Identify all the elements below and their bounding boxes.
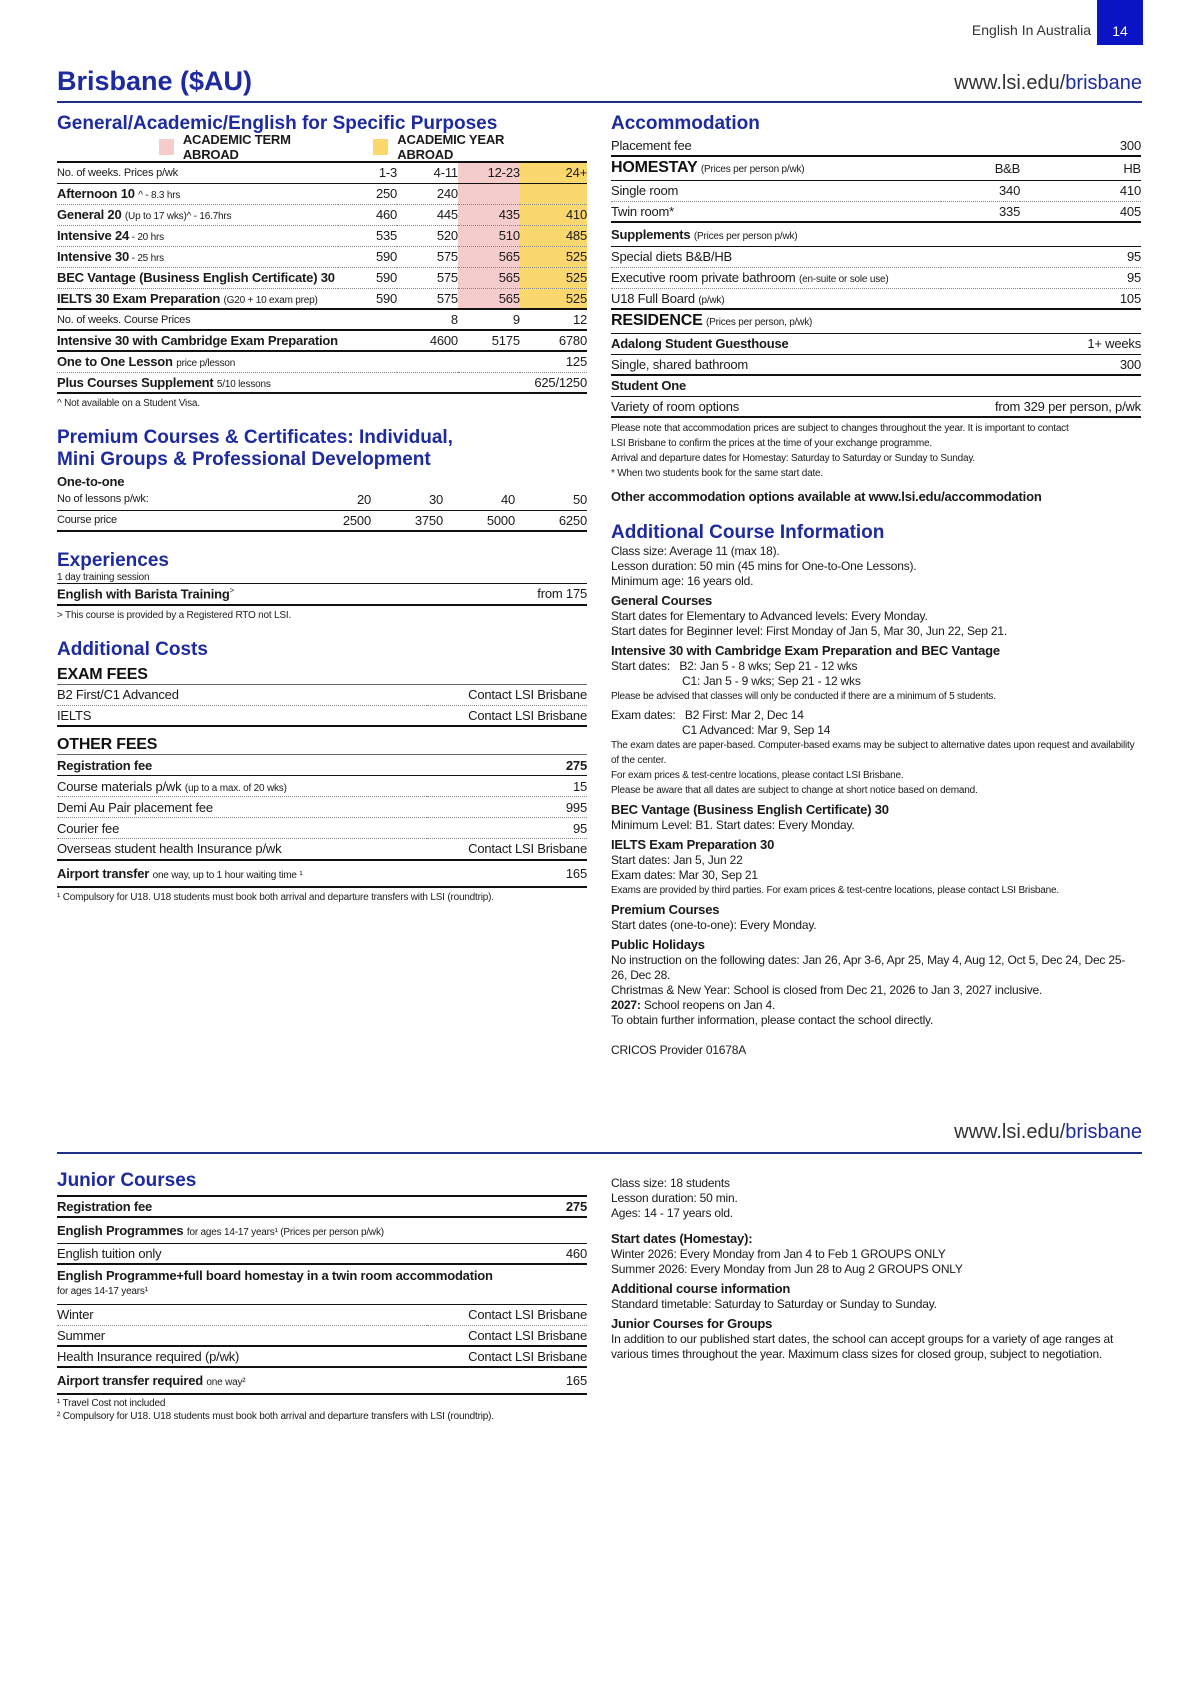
fee-name: IELTS bbox=[57, 705, 427, 726]
residence-header-row bbox=[611, 309, 1141, 333]
table-row bbox=[57, 1196, 587, 1217]
homestay-title: HOMESTAY bbox=[611, 159, 698, 177]
info-line: C1: Jan 5 - 9 wks; Sep 21 - 12 wks bbox=[682, 674, 861, 688]
price-cell: 590 bbox=[338, 267, 397, 288]
left-column bbox=[57, 113, 587, 903]
table-row bbox=[57, 860, 587, 887]
info-line: Minimum age: 16 years old. bbox=[611, 574, 754, 588]
price-cell: 565 bbox=[458, 246, 520, 267]
table-row bbox=[57, 797, 587, 818]
table-row bbox=[611, 180, 1141, 201]
supplements-note: (Prices per person p/wk) bbox=[693, 230, 798, 242]
note-line: LSI Brisbane to confirm the prices at the time of your exchange programme. bbox=[611, 438, 932, 449]
table-row bbox=[57, 351, 587, 372]
fee-value: 15 bbox=[427, 776, 587, 797]
col-header: HB bbox=[1020, 156, 1141, 180]
course-name: Intensive 24 bbox=[57, 228, 130, 243]
table-row bbox=[611, 267, 1141, 288]
info-line: Ages: 14 - 17 years old. bbox=[611, 1206, 733, 1220]
price-cell: 300 bbox=[1020, 354, 1141, 375]
fee-value: 300 bbox=[1020, 135, 1141, 156]
residence-title: RESIDENCE bbox=[611, 312, 703, 330]
table-row bbox=[57, 1243, 587, 1264]
lessons-cell: 50 bbox=[515, 489, 587, 510]
section-divider bbox=[57, 1152, 1142, 1154]
col-header: 4-11 bbox=[397, 162, 458, 183]
price-cell: 565 bbox=[458, 267, 520, 288]
experiences-table bbox=[57, 583, 587, 606]
price-cell: 405 bbox=[1020, 201, 1141, 222]
info-line: Exam dates: Mar 30, Sep 21 bbox=[611, 868, 758, 882]
fee-value: 460 bbox=[427, 1243, 587, 1264]
room-type: Single room bbox=[611, 180, 941, 201]
room-type: Variety of room options bbox=[611, 396, 941, 417]
junior-left-column bbox=[57, 1170, 587, 1423]
room-type: Single, shared bathroom bbox=[611, 354, 1020, 375]
table-row bbox=[611, 396, 1141, 417]
supplement-name: U18 Full Board bbox=[611, 290, 695, 306]
fee-value: 95 bbox=[427, 818, 587, 839]
supplement-name: Executive room private bathroom bbox=[611, 270, 796, 285]
residence-note: (Prices per person, p/wk) bbox=[705, 317, 813, 329]
supplement-detail: (en-suite or sole use) bbox=[798, 274, 889, 285]
lessons-cell: 20 bbox=[299, 489, 371, 510]
info-line: Summer 2026: Every Monday from Jun 28 to Aug 2 GROUPS ONLY bbox=[611, 1262, 963, 1276]
url-slug: brisbane bbox=[1065, 1121, 1142, 1143]
table-row bbox=[57, 584, 587, 605]
price-cell: 565 bbox=[458, 288, 520, 309]
fee-name: English tuition only bbox=[57, 1243, 427, 1264]
table-row bbox=[57, 1217, 587, 1243]
price-cell: 520 bbox=[397, 225, 458, 246]
price-cell: 485 bbox=[520, 225, 587, 246]
info-line: Standard timetable: Saturday to Saturday or Sunday to Sunday. bbox=[611, 1297, 937, 1311]
url-slug: brisbane bbox=[1065, 72, 1142, 94]
lessons-cell: 40 bbox=[443, 489, 515, 510]
premium-title-line1: Premium Courses & Certificates: Individual, bbox=[57, 427, 453, 448]
supplement-detail: (p/wk) bbox=[698, 294, 725, 306]
fee-value: 165 bbox=[427, 860, 587, 887]
course-detail: - 25 hrs bbox=[129, 253, 164, 264]
other-fees-title: OTHER FEES bbox=[57, 736, 158, 753]
table-row bbox=[57, 1304, 587, 1325]
accommodation-table bbox=[611, 135, 1141, 418]
table-row bbox=[57, 839, 587, 860]
course-detail: price p/lesson bbox=[176, 358, 236, 370]
table-row bbox=[57, 705, 587, 726]
fee-value: 995 bbox=[427, 797, 587, 818]
legend-term: ACADEMIC TERM ABROAD bbox=[182, 132, 291, 162]
fee-name: Courier fee bbox=[57, 818, 427, 839]
course-detail: - 20 hrs bbox=[129, 232, 164, 243]
year-label: 2027: bbox=[611, 998, 641, 1012]
junior-info-column bbox=[611, 1176, 1141, 1362]
url-prefix: www.lsi.edu/ bbox=[954, 1121, 1066, 1143]
table-row bbox=[57, 1264, 587, 1304]
course-detail: 5/10 lessons bbox=[216, 378, 271, 390]
price-cell: 535 bbox=[338, 225, 397, 246]
course-name: Intensive 30 with Cambridge Exam Preparation bbox=[57, 330, 338, 351]
price-cell: 335 bbox=[941, 201, 1020, 222]
info-line: B2 First: Mar 2, Dec 14 bbox=[684, 708, 804, 722]
note-line: Please note that accommodation prices are subject to changes throughout the year. It is important to contact bbox=[611, 423, 1069, 434]
table-row bbox=[57, 183, 587, 204]
page-number-tab: 14 bbox=[1097, 0, 1143, 45]
fee-detail: one way, up to 1 hour waiting time ¹ bbox=[152, 869, 303, 881]
info-note: Please be aware that all dates are subject to change at short notice based on demand. bbox=[611, 785, 978, 796]
info-line: No instruction on the following dates: Jan 26, Apr 3-6, Apr 25, May 4, Aug 12, Oct 5, Dec 24, Dec 25-26, Dec 28. bbox=[611, 953, 1126, 982]
info-line: Christmas & New Year: School is closed from Dec 21, 2026 to Jan 3, 2027 inclusive. bbox=[611, 983, 1043, 997]
table-row bbox=[57, 225, 587, 246]
table-row bbox=[57, 1325, 587, 1346]
season-name: Summer bbox=[57, 1325, 427, 1346]
term-swatch-icon bbox=[159, 139, 174, 155]
info-line: C1 Advanced: Mar 9, Sep 14 bbox=[682, 723, 831, 737]
residence-duration: 1+ weeks bbox=[1020, 333, 1141, 354]
other-fees-table bbox=[57, 754, 587, 888]
info-line: School reopens on Jan 4. bbox=[640, 998, 776, 1012]
holidays-heading: Public Holidays bbox=[611, 937, 705, 952]
price-cell bbox=[520, 183, 587, 204]
course-detail: (Up to 17 wks)^ - 16.7hrs bbox=[124, 211, 232, 222]
price-cell: 5175 bbox=[458, 330, 520, 351]
price-cell: 3750 bbox=[371, 510, 443, 531]
price-cell: 340 bbox=[941, 180, 1020, 201]
fee-name: Airport transfer bbox=[57, 865, 150, 881]
col-header: 8 bbox=[397, 309, 458, 330]
experiences-title: Experiences bbox=[57, 550, 169, 571]
supplements-header-row bbox=[611, 222, 1141, 246]
price-cell: 445 bbox=[397, 204, 458, 225]
table-row bbox=[611, 246, 1141, 267]
table-row bbox=[57, 1346, 587, 1367]
info-note: For exam prices & test-centre locations, please contact LSI Brisbane. bbox=[611, 770, 904, 781]
price-cell: 575 bbox=[397, 267, 458, 288]
experiences-subtitle: 1 day training session bbox=[57, 572, 150, 583]
residence-name: Adalong Student Guesthouse bbox=[611, 333, 1020, 354]
col-header: 24+ bbox=[520, 162, 587, 183]
general-courses-heading: General Courses bbox=[611, 593, 713, 608]
price-cell: 2500 bbox=[299, 510, 371, 531]
fee-value: Contact LSI Brisbane bbox=[427, 1346, 587, 1367]
junior-footnotes bbox=[57, 1397, 587, 1423]
fee-detail: one way² bbox=[206, 1377, 246, 1388]
u18-footnote: ¹ Compulsory for U18. U18 students must book both arrival and departure transfers with LSI (roundtrip). bbox=[57, 891, 494, 903]
info-line: In addition to our published start dates, the school can accept groups for a variety of age ranges at various times throughout the year. Maximum class sizes for closed group, subject to negotiation. bbox=[611, 1332, 1114, 1361]
fee-name: Registration fee bbox=[57, 755, 427, 776]
table-row bbox=[57, 246, 587, 267]
season-name: Winter bbox=[57, 1304, 427, 1325]
page-header bbox=[0, 0, 1191, 46]
price-cell: 240 bbox=[397, 183, 458, 204]
supplements-title: Supplements bbox=[611, 226, 691, 242]
info-line: Minimum Level: B1. Start dates: Every Monday. bbox=[611, 818, 855, 832]
course-name: English with Barista Training bbox=[57, 586, 230, 602]
info-line: Lesson duration: 50 min. bbox=[611, 1191, 738, 1205]
general-price-table bbox=[57, 161, 587, 394]
info-line: Start dates for Beginner level: First Monday of Jan 5, Mar 30, Jun 22, Sep 21. bbox=[611, 624, 1007, 638]
table-row bbox=[57, 288, 587, 309]
table-row bbox=[57, 1367, 587, 1394]
table-row bbox=[57, 684, 587, 705]
junior-price-table bbox=[57, 1195, 587, 1395]
header-label: No. of weeks. Course Prices bbox=[57, 309, 338, 330]
visa-footnote: ^ Not available on a Student Visa. bbox=[57, 398, 200, 409]
info-line: Start dates: Jan 5, Jun 22 bbox=[611, 853, 743, 867]
price-cell: 590 bbox=[338, 246, 397, 267]
junior-school-url-link[interactable] bbox=[954, 1121, 1142, 1144]
table-row bbox=[57, 776, 587, 797]
table-row bbox=[611, 333, 1141, 354]
school-url-link[interactable] bbox=[954, 72, 1142, 95]
header-label: No. of weeks. Prices p/wk bbox=[57, 162, 338, 183]
url-prefix: www.lsi.edu/ bbox=[954, 72, 1066, 94]
exam-fees-table bbox=[57, 684, 587, 728]
table-row bbox=[57, 755, 587, 776]
price-cell: 575 bbox=[397, 288, 458, 309]
fee-name: Overseas student health Insurance p/wk bbox=[57, 839, 427, 860]
course-detail: (G20 + 10 exam prep) bbox=[223, 294, 318, 306]
fee-name: Health Insurance required (p/wk) bbox=[57, 1346, 427, 1367]
price-cell: 590 bbox=[338, 288, 397, 309]
note-line: * When two students book for the same start date. bbox=[611, 468, 823, 479]
price-cell: 410 bbox=[1020, 180, 1141, 201]
additional-info-heading: Additional course information bbox=[611, 1281, 791, 1296]
note-line: Arrival and departure dates for Homestay: Saturday to Saturday or Sunday to Sunday. bbox=[611, 453, 975, 464]
lessons-cell: 30 bbox=[371, 489, 443, 510]
section-label: English In Australia bbox=[971, 22, 1091, 38]
fee-value: Contact LSI Brisbane bbox=[427, 1304, 587, 1325]
col-header: B&B bbox=[941, 156, 1020, 180]
footnote: ¹ Travel Cost not included bbox=[57, 1398, 166, 1409]
table-row bbox=[57, 489, 587, 510]
exam-fees-title: EXAM FEES bbox=[57, 665, 148, 683]
groups-heading: Junior Courses for Groups bbox=[611, 1316, 773, 1331]
one-to-one-subtitle: One-to-one bbox=[57, 474, 125, 489]
fee-name: Airport transfer required bbox=[57, 1373, 203, 1388]
premium-title-line2: Mini Groups & Professional Development bbox=[57, 449, 431, 470]
course-name: Intensive 30 bbox=[57, 249, 130, 264]
table-row bbox=[57, 510, 587, 531]
info-note: Exams are provided by third parties. For exam prices & test-centre locations, please contact LSI Brisbane. bbox=[611, 885, 1059, 896]
supplement-name: Special diets B&B/HB bbox=[611, 246, 1020, 267]
fee-value: 275 bbox=[427, 1196, 587, 1217]
price-legend bbox=[159, 132, 587, 162]
price-cell: 460 bbox=[338, 204, 397, 225]
package-note: for ages 14-17 years¹ bbox=[57, 1286, 148, 1298]
price-cell: 435 bbox=[458, 204, 520, 225]
price-cell: 525 bbox=[520, 267, 587, 288]
col-header: 1-3 bbox=[338, 162, 397, 183]
additional-costs-title: Additional Costs bbox=[57, 638, 208, 660]
info-line: Class size: Average 11 (max 18). bbox=[611, 544, 780, 558]
legend-year: ACADEMIC YEAR ABROAD bbox=[397, 132, 505, 162]
info-line: Class size: 18 students bbox=[611, 1176, 730, 1190]
table-row bbox=[57, 330, 587, 351]
price-cell: 6780 bbox=[520, 330, 587, 351]
table-row bbox=[611, 354, 1141, 375]
course-prices-header-row bbox=[57, 309, 587, 330]
price-cell: 95 bbox=[1020, 246, 1141, 267]
fee-value: Contact LSI Brisbane bbox=[427, 684, 587, 705]
table-row bbox=[57, 372, 587, 393]
table-row bbox=[57, 267, 587, 288]
table-row bbox=[611, 288, 1141, 309]
fee-name: B2 First/C1 Advanced bbox=[57, 684, 427, 705]
fee-name: Demi Au Pair placement fee bbox=[57, 797, 427, 818]
ielts-heading: IELTS Exam Preparation 30 bbox=[611, 837, 775, 852]
cricos-number: CRICOS Provider 01678A bbox=[611, 1043, 746, 1057]
price-cell: 125 bbox=[520, 351, 587, 372]
table-row bbox=[57, 204, 587, 225]
info-line: B2: Jan 5 - 8 wks; Sep 21 - 12 wks bbox=[679, 659, 858, 673]
accommodation-notes bbox=[611, 421, 1141, 481]
intensive-heading: Intensive 30 with Cambridge Exam Preparation and BEC Vantage bbox=[611, 643, 1000, 658]
general-courses-title: General/Academic/English for Specific Purposes bbox=[57, 113, 498, 134]
fee-name: Placement fee bbox=[611, 135, 1020, 156]
price-cell: 575 bbox=[397, 246, 458, 267]
bec-heading: BEC Vantage (Business English Certificate) 30 bbox=[611, 802, 889, 817]
programme-note: for ages 14-17 years¹ (Prices per person p/wk) bbox=[186, 1226, 384, 1238]
page-title: Brisbane ($AU) bbox=[57, 66, 253, 96]
course-name: General 20 bbox=[57, 207, 122, 222]
right-column bbox=[611, 113, 1141, 1058]
table-row bbox=[57, 818, 587, 839]
accommodation-title: Accommodation bbox=[611, 113, 760, 134]
homestay-note: (Prices per person p/wk) bbox=[700, 164, 805, 176]
price-cell: 250 bbox=[338, 183, 397, 204]
programme-name: English Programmes bbox=[57, 1222, 184, 1238]
col-header: 9 bbox=[458, 309, 520, 330]
course-name: One to One Lesson bbox=[57, 354, 173, 370]
homestay-header-row bbox=[611, 156, 1141, 180]
fee-value: Contact LSI Brisbane bbox=[427, 1325, 587, 1346]
room-type: Twin room* bbox=[611, 201, 941, 222]
junior-title: Junior Courses bbox=[57, 1170, 197, 1191]
accommodation-options-link[interactable]: Other accommodation options available at www.lsi.edu/accommodation bbox=[611, 489, 1042, 504]
price-cell: from 329 per person, p/wk bbox=[941, 396, 1141, 417]
price-cell: 525 bbox=[520, 288, 587, 309]
fee-name: Course materials p/wk bbox=[57, 778, 182, 794]
fee-name: Registration fee bbox=[57, 1196, 427, 1217]
row-label: No of lessons p/wk: bbox=[57, 489, 299, 510]
course-info-title: Additional Course Information bbox=[611, 522, 885, 543]
course-detail: ^ - 8.3 hrs bbox=[138, 190, 181, 201]
price-cell: 4600 bbox=[397, 330, 458, 351]
info-line: Start dates (one-to-one): Every Monday. bbox=[611, 918, 817, 932]
table-row bbox=[611, 135, 1141, 156]
col-header: 12 bbox=[520, 309, 587, 330]
price-cell: 525 bbox=[520, 246, 587, 267]
footnote: ² Compulsory for U18. U18 students must book both arrival and departure transfers with LSI (roundtrip). bbox=[57, 1411, 494, 1422]
course-name: Plus Courses Supplement bbox=[57, 374, 214, 390]
table-row bbox=[611, 375, 1141, 396]
title-row bbox=[57, 63, 1142, 103]
table-row bbox=[611, 201, 1141, 222]
price-cell: 510 bbox=[458, 225, 520, 246]
footnote-mark: > bbox=[229, 586, 235, 596]
fee-value: Contact LSI Brisbane bbox=[427, 839, 587, 860]
start-dates-heading: Start dates (Homestay): bbox=[611, 1231, 753, 1246]
course-name: Afternoon 10 bbox=[57, 186, 135, 201]
exam-label: Exam dates: bbox=[611, 708, 676, 722]
info-line: Winter 2026: Every Monday from Jan 4 to Feb 1 GROUPS ONLY bbox=[611, 1247, 946, 1261]
price-cell: 625/1250 bbox=[520, 372, 587, 393]
premium-price-table bbox=[57, 489, 587, 532]
price-cell: 5000 bbox=[443, 510, 515, 531]
course-info-block bbox=[611, 544, 1141, 1058]
info-line: To obtain further information, please contact the school directly. bbox=[611, 1013, 934, 1027]
price-cell: 410 bbox=[520, 204, 587, 225]
course-name: IELTS 30 Exam Preparation bbox=[57, 290, 221, 306]
price-cell: from 175 bbox=[467, 584, 587, 605]
fee-detail: (up to a max. of 20 wks) bbox=[184, 782, 287, 794]
info-note: Please be advised that classes will only be conducted if there are a minimum of 5 students. bbox=[611, 691, 996, 702]
col-header: 12-23 bbox=[458, 162, 520, 183]
premium-heading: Premium Courses bbox=[611, 902, 720, 917]
price-cell: 6250 bbox=[515, 510, 587, 531]
package-name: English Programme+full board homestay in a twin room accommodation bbox=[57, 1268, 493, 1284]
course-name: BEC Vantage (Business English Certificate) 30 bbox=[57, 270, 335, 285]
table-header-row bbox=[57, 162, 587, 183]
start-label: Start dates: bbox=[611, 659, 670, 673]
info-line: Lesson duration: 50 min (45 mins for One-to-One Lessons). bbox=[611, 559, 917, 573]
fee-value: Contact LSI Brisbane bbox=[427, 705, 587, 726]
rto-footnote: > This course is provided by a Registered RTO not LSI. bbox=[57, 609, 292, 621]
fee-value: 275 bbox=[427, 755, 587, 776]
info-note: The exam dates are paper-based. Computer-based exams may be subject to alternative dates upon request and availability of the center. bbox=[611, 740, 1135, 766]
year-swatch-icon bbox=[373, 139, 388, 155]
price-cell: 95 bbox=[1020, 267, 1141, 288]
fee-value: 165 bbox=[427, 1367, 587, 1394]
row-label: Course price bbox=[57, 510, 299, 531]
residence-name: Student One bbox=[611, 375, 1141, 396]
price-cell: 105 bbox=[1020, 288, 1141, 309]
price-cell bbox=[458, 183, 520, 204]
info-line: Start dates for Elementary to Advanced levels: Every Monday. bbox=[611, 609, 928, 623]
